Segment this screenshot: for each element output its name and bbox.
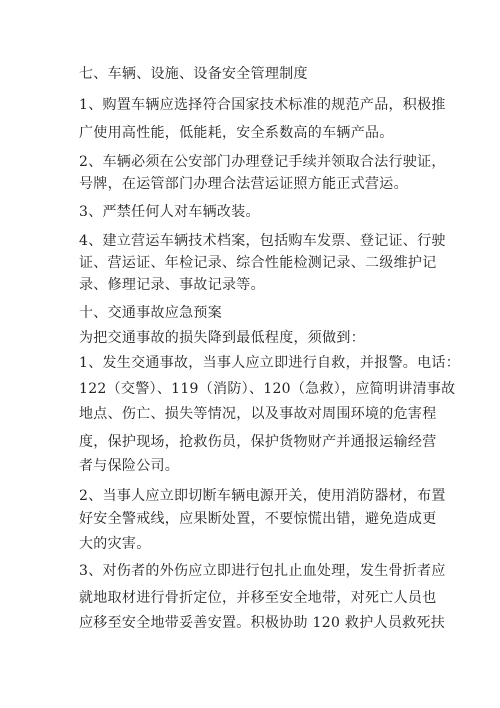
paragraph-line: 3、严禁任何人对车辆改装。	[79, 204, 260, 220]
paragraph-line: 者与保险公司。	[79, 458, 180, 474]
heading-section-7: 七、车辆、设施、设备安全管理制度	[79, 66, 308, 82]
paragraph-line: 3、对伤者的外伤应立即进行包扎止血处理，发生骨折者应	[79, 563, 446, 579]
paragraph-line: 2、当事人应立即切断车辆电源开关，使用消防器材，布置	[79, 488, 446, 504]
paragraph-line: 广使用高性能，低能耗，安全系数高的车辆产品。	[79, 125, 394, 141]
paragraph-line: 2、车辆必须在公安部门办理登记手续并领取合法行驶证，	[79, 154, 446, 170]
paragraph-line: 地点、伤亡、损失等情况，以及事故对周围环境的危害程	[79, 406, 437, 422]
paragraph-line: 122（交警）、119（消防）、120（急救），应简明讲清事故	[79, 381, 456, 397]
paragraph-line: 应移至安全地带妥善安置。积极协助 120 救护人员救死扶	[79, 615, 446, 631]
paragraph-line: 证、营运证、年检记录、综合性能检测记录、二级维护记	[79, 255, 437, 271]
paragraph-line: 就地取材进行骨折定位，并移至安全地带，对死亡人员也	[79, 590, 437, 606]
paragraph-line: 大的灾害。	[79, 536, 151, 552]
paragraph-line: 号牌，在运管部门办理合法营运证照方能正式营运。	[79, 176, 408, 192]
paragraph-line: 1、发生交通事故，当事人应立即进行自救，并报警。电话：	[79, 355, 461, 371]
paragraph-line: 4、建立营运车辆技术档案，包括购车发票、登记证、行驶	[79, 233, 446, 249]
paragraph-line: 录、修理记录、事故记录等。	[79, 277, 265, 293]
heading-section-10: 十、交通事故应急预案	[79, 305, 222, 321]
paragraph-line: 度，保护现场，抢救伤员，保护货物财产并通报运输经营	[79, 434, 437, 450]
paragraph-line: 1、购置车辆应选择符合国家技术标准的规范产品，积极推	[79, 97, 446, 113]
paragraph-line: 好安全警戒线，应果断处置，不要惊慌出错，避免造成更	[79, 511, 437, 527]
paragraph-line: 为把交通事故的损失降到最低程度，须做到：	[79, 330, 365, 346]
